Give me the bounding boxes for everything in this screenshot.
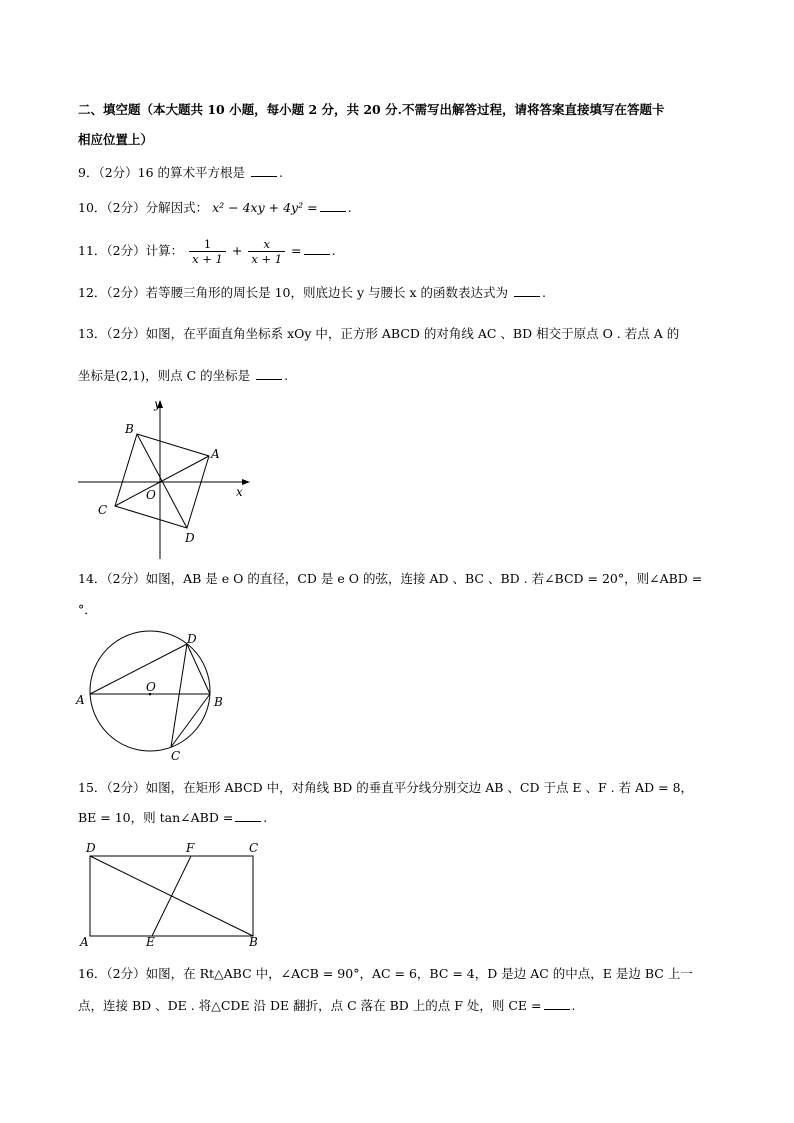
question-16-cont [78,997,576,1015]
q12-end: . [541,285,546,300]
question-11 [78,232,336,270]
q11-fraction-1 [189,237,226,266]
q16-end: . [571,998,576,1013]
q9-number: 9． [78,165,99,180]
label-a: A [80,935,89,949]
question-9 [78,164,283,182]
q16-text-2: 点，连接 BD 、DE . 将△CDE 沿 DE 翻折，点 C 落在 BD 上的点 F 处，则 CE = [78,998,542,1013]
q11-answer-blank[interactable] [304,242,330,255]
segment-ef [152,856,191,936]
section-heading-cont: 相应位置上） [78,132,154,147]
q16-number: 16． [78,966,107,981]
label-x: x [236,485,243,499]
q12-answer-blank[interactable] [514,284,540,297]
diagonal-bd [137,434,187,528]
q14-text-2: °． [78,602,97,617]
q9-text: 16 的算术平方根是 [137,165,246,180]
q11-f1-numerator: 1 [189,237,226,252]
chord-bd [187,644,210,694]
label-d: D [86,841,96,855]
q11-score: （2分） [106,243,146,258]
q9-end: . [279,165,284,180]
label-d: D [187,632,197,646]
chord-bc [171,694,210,747]
q10-end: . [347,200,352,215]
q10-expression: x² − 4xy + 4y² = [212,200,318,215]
label-o: O [146,488,156,502]
label-b: B [249,935,258,949]
label-a: A [211,447,220,461]
question-10 [78,199,352,217]
q10-score: （2分） [106,200,146,215]
q12-number: 12． [78,285,107,300]
question-15 [78,779,693,797]
q11-f1-denominator: x + 1 [192,252,223,266]
figure-13-square-on-axes [74,396,254,561]
section-heading: 二、填空题（本大题共 10 小题，每小题 2 分，共 20 分.不需写出解答过程，请将答案直接填写在答题卡 [78,102,665,117]
q13-text-2: 坐标是(2,1)，则点 C 的坐标是 [78,368,251,383]
q15-end: . [263,810,268,825]
label-y: y [154,397,161,411]
question-13-cont [78,367,288,385]
label-c: C [171,749,181,763]
question-14-cont [78,601,97,619]
question-14 [78,570,702,588]
q11-fraction-2 [248,237,285,266]
q10-number: 10． [78,200,107,215]
q14-text: 如图，AB 是 e O 的直径，CD 是 e O 的弦，连接 AD 、BC 、BD . 若∠BCD = 20°，则∠ABD = [145,571,703,586]
q11-end: . [331,243,336,258]
q9-score: （2分） [98,165,138,180]
question-15-cont [78,809,267,827]
label-e: E [146,935,155,949]
q13-text: 如图，在平面直角坐标系 xOy 中，正方形 ABCD 的对角线 AC 、BD 相交于原点 O . 若点 A 的 [145,326,680,341]
question-16 [78,965,693,983]
label-a: A [76,693,85,707]
q15-text-2: BE = 10，则 tan∠ABD = [78,810,234,825]
q15-number: 15． [78,780,107,795]
q15-answer-blank[interactable] [235,809,261,822]
q11-text: 计算： [145,243,184,258]
q11-plus: + [231,243,243,258]
q16-text: 如图，在 Rt△ABC 中，∠ACB = 90°，AC = 6，BC = 4，D 是边 AC 的中点，E 是边 BC 上一 [145,966,693,981]
label-c: C [249,841,259,855]
question-13 [78,325,679,343]
figure-14-circle [74,628,234,763]
q11-number: 11． [78,243,107,258]
q15-score: （2分） [106,780,146,795]
question-12 [78,284,546,302]
label-o: O [146,680,156,694]
figure-15-rectangle [74,840,274,952]
q10-answer-blank[interactable] [320,199,346,212]
label-c: C [98,503,108,517]
q13-answer-blank[interactable] [256,367,282,380]
x-axis-arrow [242,479,250,485]
chord-cd [171,644,187,747]
q11-equals: = [291,243,302,258]
label-f: F [186,841,195,855]
label-b: B [125,422,134,436]
q13-end: . [284,368,289,383]
q9-answer-blank[interactable] [251,164,277,177]
q12-score: （2分） [106,285,146,300]
q13-score: （2分） [106,326,146,341]
q11-f2-denominator: x + 1 [251,252,283,266]
q14-number: 14． [78,571,107,586]
q12-text: 若等腰三角形的周长是 10，则底边长 y 与腰长 x 的函数表达式为 [145,285,508,300]
q13-number: 13． [78,326,107,341]
q14-score: （2分） [106,571,146,586]
label-d: D [185,531,195,545]
q16-score: （2分） [106,966,146,981]
q10-text: 分解因式： [145,200,209,215]
q15-text: 如图，在矩形 ABCD 中，对角线 BD 的垂直平分线分别交边 AB 、CD 于点 E 、F . 若 AD = 8， [145,780,694,795]
q16-answer-blank[interactable] [544,997,570,1010]
q11-f2-numerator: x [248,237,285,252]
label-b: B [214,695,223,709]
